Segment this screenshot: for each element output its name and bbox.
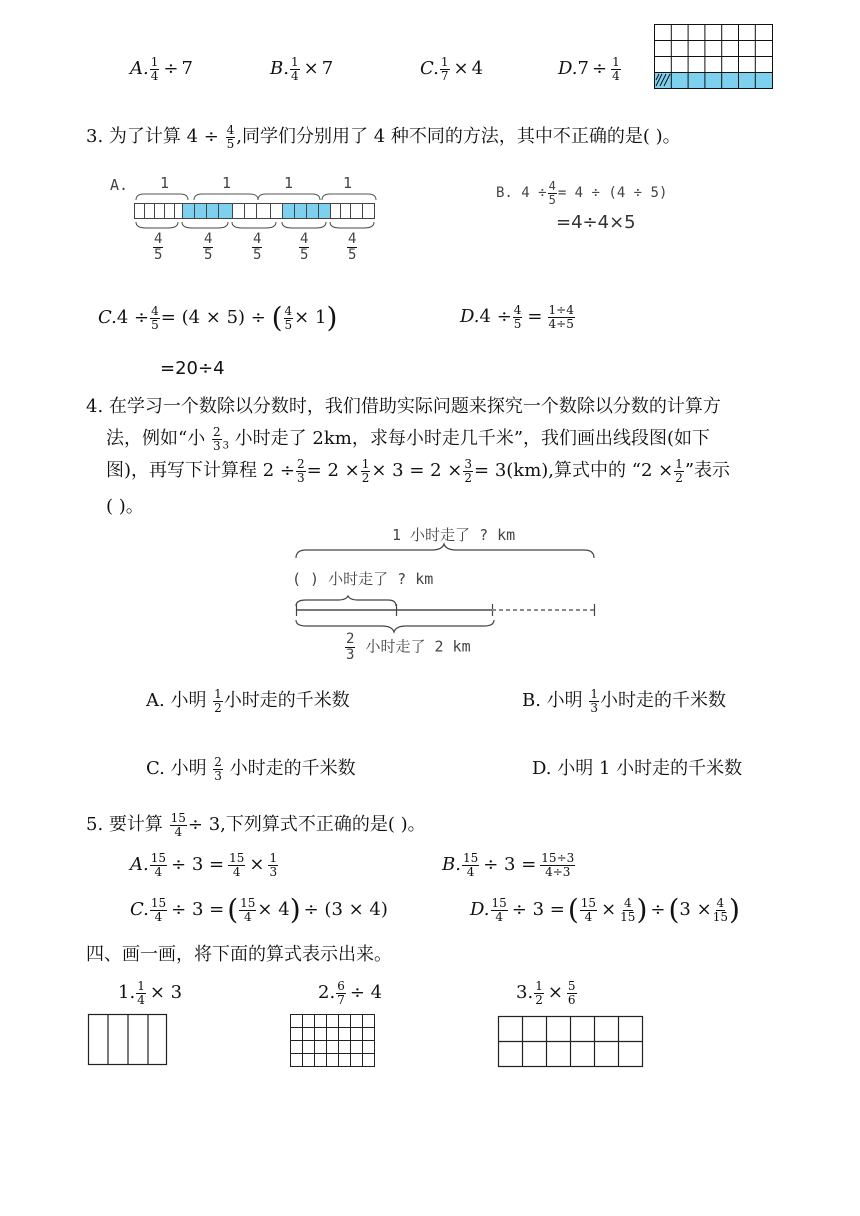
q4-segment-diagram: [292, 544, 602, 636]
q3-option-a-label: A.: [110, 176, 129, 194]
drawing-grid-3[interactable]: [498, 1016, 644, 1068]
q5-stem: 5. 要计算 $\frac{15}{4}$ ÷ 3,下列算式不正确的是( )。: [86, 811, 426, 839]
q5-option-b: B. $\frac{15}{4}$ ÷ 3 = $\frac{15\div 3}{4\div 3}$: [442, 851, 575, 879]
q3-option-b-line1: B. 4 ÷ $\frac{4}{5}$ = 4 ÷ (4 ÷ 5): [496, 179, 668, 207]
q3-option-b-line2: =4÷4×5: [556, 212, 636, 233]
q4-line2: 法，例如“小 $\frac{2}{3}$ $_3$ 小时走了 2km，求每小时走几千米”，我们画出线段图(如下: [106, 425, 711, 453]
q3-a-fraction-4: $\frac{4}{5}$: [300, 231, 309, 263]
q3-a-fraction-2: $\frac{4}{5}$: [204, 231, 213, 263]
q2-option-d: D.7 ÷ $\frac{1}{4}$: [558, 55, 620, 83]
q2-option-b: B. $\frac{1}{4}$ × 7: [270, 55, 334, 83]
q3-stem: 3. 为了计算 4 ÷ $\frac{4}{5}$ ,同学们分别用了 4 种不同的方法，其中不正确的是( )。: [86, 123, 681, 151]
q4-option-b[interactable]: B. 小明 $\frac{1}{3}$ 小时走的千米数: [522, 687, 727, 715]
q3-option-c: C.4 ÷ $\frac{4}{5}$ = (4 × 5) ÷ ( $\frac{4}{5}$ × 1): [98, 301, 338, 334]
section4-item2: 2. $\frac{6}{7}$ ÷ 4: [318, 979, 383, 1007]
q3-option-a-diagram: [132, 192, 382, 232]
q3-a-one-2: 1: [222, 174, 232, 192]
q4-option-a[interactable]: A. 小明 $\frac{1}{2}$ 小时走的千米数: [146, 687, 350, 715]
section4-title: 四、画一画，将下面的算式表示出来。: [86, 944, 392, 965]
q4-line3: 图)，再写下计算程 2 ÷ $\frac{2}{3}$ = 2 × $\frac{1}{2}$ × 3 = 2 × $\frac{3}{2}$ = 3(km),算式中的 “2 × $\frac{1}{2}$ ”表示: [106, 457, 731, 485]
q3-a-fraction-1: $\frac{4}{5}$: [154, 231, 163, 263]
q4-answer-blank: ( )。: [106, 496, 144, 517]
q3-a-one-3: 1: [284, 174, 294, 192]
q5-option-c: C. $\frac{15}{4}$ ÷ 3 = ( $\frac{15}{4}$ × 4) ÷ (3 × 4): [130, 893, 388, 926]
q3-a-one-1: 1: [160, 174, 170, 192]
q5-option-d: D. $\frac{15}{4}$ ÷ 3 = ( $\frac{15}{4}$ × $\frac{4}{15}$ ) ÷ (3 × $\frac{4}{15}$ ): [470, 893, 740, 926]
section4-item3: 3. $\frac{1}{2}$ × $\frac{5}{6}$: [516, 979, 576, 1007]
q3-a-one-4: 1: [343, 174, 353, 192]
q2-option-a: A. $\frac{1}{4}$ ÷ 7: [130, 55, 193, 83]
q3-a-fraction-5: $\frac{4}{5}$: [348, 231, 357, 263]
q4-line1: 4. 在学习一个数除以分数时，我们借助实际问题来探究一个数除以分数的计算方: [86, 396, 721, 417]
drawing-grid-1[interactable]: [88, 1014, 168, 1066]
q3-option-d: D.4 ÷ $\frac{4}{5}$ = $\frac{1\div 4}{4\div 5}$: [460, 303, 574, 331]
q2-option-c: C. $\frac{1}{7}$ × 4: [420, 55, 484, 83]
q4-diagram-top-label: 1 小时走了 ? km: [392, 526, 516, 544]
q4-diagram-bottom-label: $\frac{2}{3}$ 小时走了 2 km: [346, 631, 471, 663]
q4-diagram-mid-label: ( ) 小时走了 ? km: [292, 570, 434, 588]
section4-item1: 1. $\frac{1}{4}$ × 3: [118, 979, 183, 1007]
q5-option-a: A. $\frac{15}{4}$ ÷ 3 = $\frac{15}{4}$ × $\frac{1}{3}$: [130, 851, 278, 879]
q4-option-c[interactable]: C. 小明 $\frac{2}{3}$ 小时走的千米数: [146, 755, 356, 783]
q2-grid-figure: [654, 24, 774, 90]
q3-option-c-line2: =20÷4: [160, 358, 225, 379]
q4-option-d[interactable]: D. 小明 1 小时走的千米数: [532, 758, 743, 779]
q3-a-fraction-3: $\frac{4}{5}$: [253, 231, 262, 263]
drawing-grid-2[interactable]: [290, 1014, 376, 1068]
